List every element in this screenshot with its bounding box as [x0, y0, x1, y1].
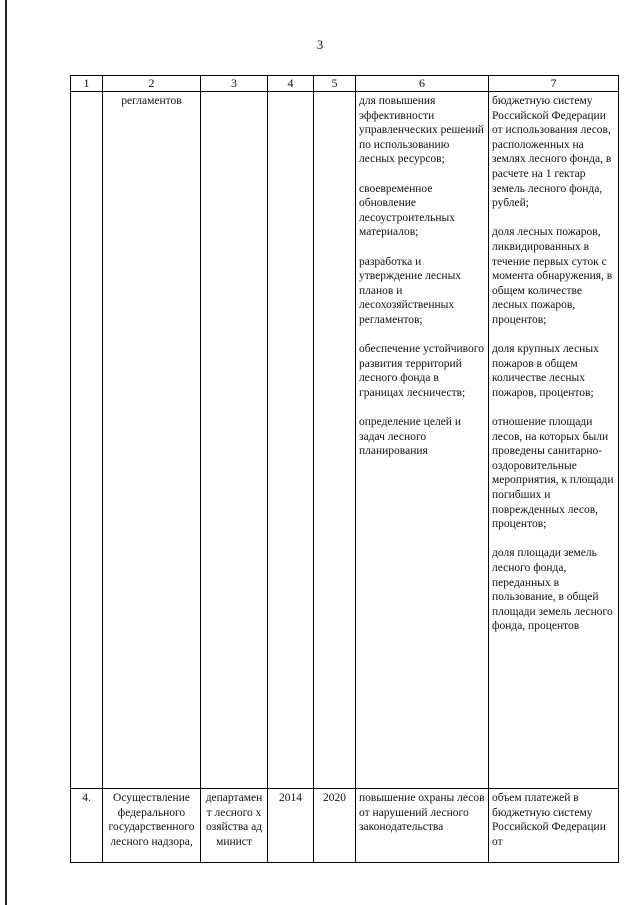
row4-end: 2020 — [323, 792, 346, 804]
row4-num: 4. — [82, 792, 91, 804]
row4-name-cell — [103, 789, 201, 863]
indicator-item: отношение площади лесов, на которых были проведены санитарно-оздоровительные мероприятия, к площади погибших и поврежденных лесов, процентов; — [492, 416, 614, 531]
indicator-item: бюджетную систему Российской Федерации от использования лесов, расположенных на землях лесного фонда, в расчете на 1 гектар земель лесного фонда, рублей; — [492, 95, 612, 210]
row4-end-cell — [314, 789, 356, 863]
result-item: разработка и утверждение лесных планов и лесохозяйственных регламентов; — [359, 255, 462, 326]
page-left-border — [5, 0, 7, 905]
page-number: 3 — [316, 37, 324, 52]
header-cell-5: 5 — [314, 76, 356, 92]
cont-end-cell — [314, 92, 356, 789]
row4-executor-cell — [201, 789, 268, 863]
program-table — [70, 75, 619, 863]
row4-result-cell — [356, 789, 489, 863]
header-cell-1: 1 — [71, 76, 103, 92]
indicator-item: доля площади земель лесного фонда, переданных в пользование, в общей площади земель лесного фонда, процентов — [492, 547, 613, 633]
row4-name: Осуществление федерального государственного лесного надзора, — [108, 792, 195, 848]
row4-executor: департамент лесного хозяйства админист — [205, 792, 263, 848]
indicator-item: доля крупных лесных пожаров в общем количестве лесных пожаров, процентов; — [492, 343, 599, 399]
table-row-4 — [71, 789, 619, 863]
cont-num-cell — [71, 92, 103, 789]
result-item: своевременное обновление лесоустроительных материалов; — [359, 182, 455, 239]
cont-indicators-cell — [489, 92, 619, 789]
header-cell-6: 6 — [356, 76, 489, 92]
row4-indicator: объем платежей в бюджетную систему Российской Федерации от — [492, 792, 606, 848]
header-cell-4: 4 — [268, 76, 314, 92]
row4-start: 2014 — [279, 792, 302, 804]
cont-start-cell — [268, 92, 314, 789]
cont-name-cell: регламентов — [103, 92, 201, 789]
header-cell-2: 2 — [103, 76, 201, 92]
cont-executor-cell — [201, 92, 268, 789]
result-item: обеспечение устойчивого развития территорий лесного фонда в границах лесничеств; — [359, 343, 484, 399]
indicator-item: доля лесных пожаров, ликвидированных в течение первых суток с момента обнаружения, в общем количестве лесных пожаров, процентов; — [492, 226, 613, 326]
cont-results-cell — [356, 92, 489, 789]
header-row — [71, 76, 619, 92]
row4-start-cell — [268, 789, 314, 863]
header-cell-3: 3 — [201, 76, 268, 92]
result-item: определение целей и задач лесного планирования — [359, 416, 461, 458]
row4-num-cell — [71, 789, 103, 863]
result-item: для повышения эффективности управленческих решений по использованию лесных ресурсов; — [359, 95, 484, 166]
header-cell-7: 7 — [489, 76, 619, 92]
row4-result: повышение охраны лесов от нарушений лесного законодательства — [359, 792, 485, 834]
table-row-continuation — [71, 92, 619, 789]
row4-indicator-cell — [489, 789, 619, 863]
